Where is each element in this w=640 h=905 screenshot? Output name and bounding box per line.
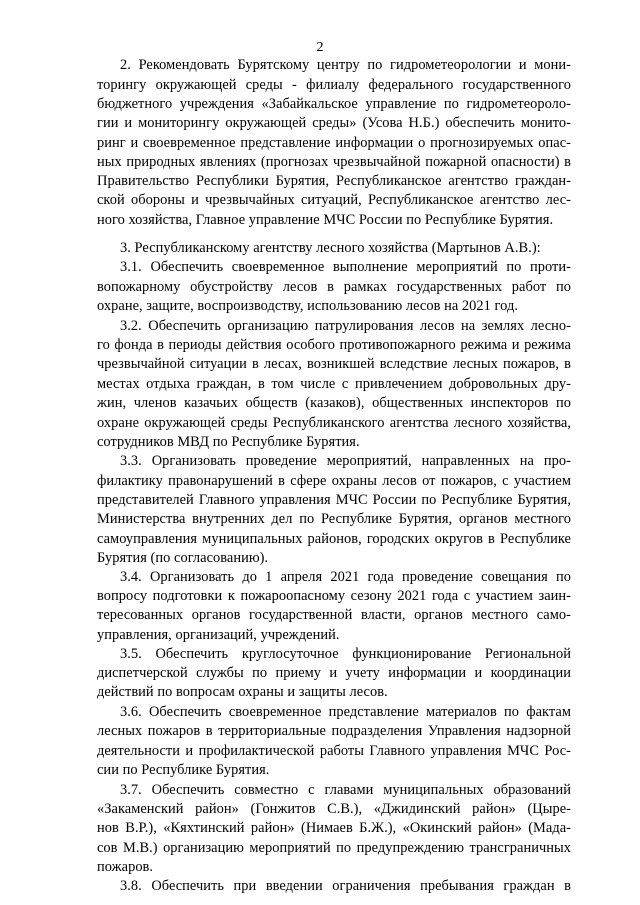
text-line: 3.6. Обеспечить своевременное представление материалов по фактам (120, 704, 571, 720)
text-line: пожаров. (97, 859, 154, 875)
text-line: диспетчерской службы по приему и учету информации и координации (97, 665, 571, 681)
text-line: жин, членов казачьих обществ (казаков), общественных инспекторов по (97, 395, 571, 411)
text-line: сотрудников МВД по Республике Бурятия. (97, 434, 360, 450)
text-line: Правительство Республики Бурятия, Республиканское агентство граждан- (97, 173, 571, 189)
text-line: 2. Рекомендовать Бурятскому центру по гидрометеорологии и мони- (120, 57, 571, 73)
text-line: го фонда в периоды действия особого противопожарного режима и режима (97, 337, 571, 353)
text-line: представителей Главного управления МЧС России по Республике Бурятия, (97, 492, 571, 508)
text-line: охране, защите, воспроизводству, использованию лесов на 2021 год. (97, 298, 519, 314)
text-line: 3.4. Организовать до 1 апреля 2021 года проведение совещания по (120, 569, 571, 585)
text-line: гии и мониторингу окружающей среды» (Усова Н.Б.) обеспечить монито- (97, 115, 571, 131)
text-line: сии по Республике Бурятия. (97, 762, 270, 778)
text-line: 3.5. Обеспечить круглосуточное функционирование Региональной (120, 646, 571, 662)
text-line: 3. Республиканскому агентству лесного хозяйства (Мартынов А.В.): (120, 240, 541, 256)
text-line: нов В.Р.), «Кяхтинский район» (Нимаев Б.Ж.), «Окинский район» (Мада- (97, 820, 571, 836)
text-line: 3.2. Обеспечить организацию патрулирования лесов на землях лесно- (120, 318, 571, 334)
text-line: ных природных явлениях (прогнозах чрезвычайной пожарной опасности) в (97, 154, 571, 170)
text-line: самоуправления муниципальных районов, городских округов в Республике (97, 531, 571, 547)
text-line: Бурятия (по согласованию). (97, 550, 269, 566)
text-line: охране окружающей среды Республиканского агентства лесного хозяйства, (97, 415, 571, 431)
text-line: местах отдыха граждан, в том числе с привлечением добровольных дру- (97, 376, 571, 392)
text-line: 3.1. Обеспечить своевременное выполнение мероприятий по проти- (120, 259, 571, 275)
text-line: сов М.В.) организацию мероприятий по предупреждению трансграничных (97, 840, 571, 856)
text-line: торингу окружающей среды - филиалу федерального государственного (97, 77, 571, 93)
page-number: 2 (316, 40, 324, 55)
text-line: ного хозяйства, Главное управление МЧС России по Республике Бурятия. (97, 212, 554, 228)
text-line: 3.8. Обеспечить при введении ограничения пребывания граждан в (120, 878, 571, 894)
text-line: 3.3. Организовать проведение мероприятий, направленных на про- (120, 453, 571, 469)
text-line: ской обороны и чрезвычайных ситуаций, Республиканское агентство лес- (97, 192, 571, 208)
text-line: филактику правонарушений в сфере охраны лесов от пожаров, с участием (97, 473, 571, 489)
text-line: деятельности и профилактической работы Главного управления МЧС Рос- (97, 743, 571, 759)
text-line: Министерства внутренних дел по Республике Бурятия, органов местного (97, 511, 571, 527)
text-line: «Закаменский район» (Гонжитов С.В.), «Джидинский район» (Цыре- (97, 801, 571, 817)
text-line: тересованных органов государственной власти, органов местного само- (97, 607, 571, 623)
text-line: чрезвычайной ситуации в лесах, возникшей вследствие лесных пожаров, в (97, 356, 571, 372)
text-line: бюджетного учреждения «Забайкальское управление по гидрометеороло- (97, 96, 571, 112)
text-line: ринг и своевременное представление информации о прогнозируемых опас- (97, 135, 571, 151)
text-line: действий по вопросам охраны и защиты лесов. (97, 684, 388, 700)
text-line: 3.7. Обеспечить совместно с главами муниципальных образований (120, 782, 571, 798)
text-line: вопросу подготовки к пожароопасному сезону 2021 года с участием заин- (97, 588, 571, 604)
text-line: вопожарному обустройству лесов в рамках государственных работ по (97, 279, 571, 295)
text-line: управления, организаций, учреждений. (97, 627, 340, 643)
text-line: лесных пожаров в территориальные подразделения Управления надзорной (97, 723, 571, 739)
